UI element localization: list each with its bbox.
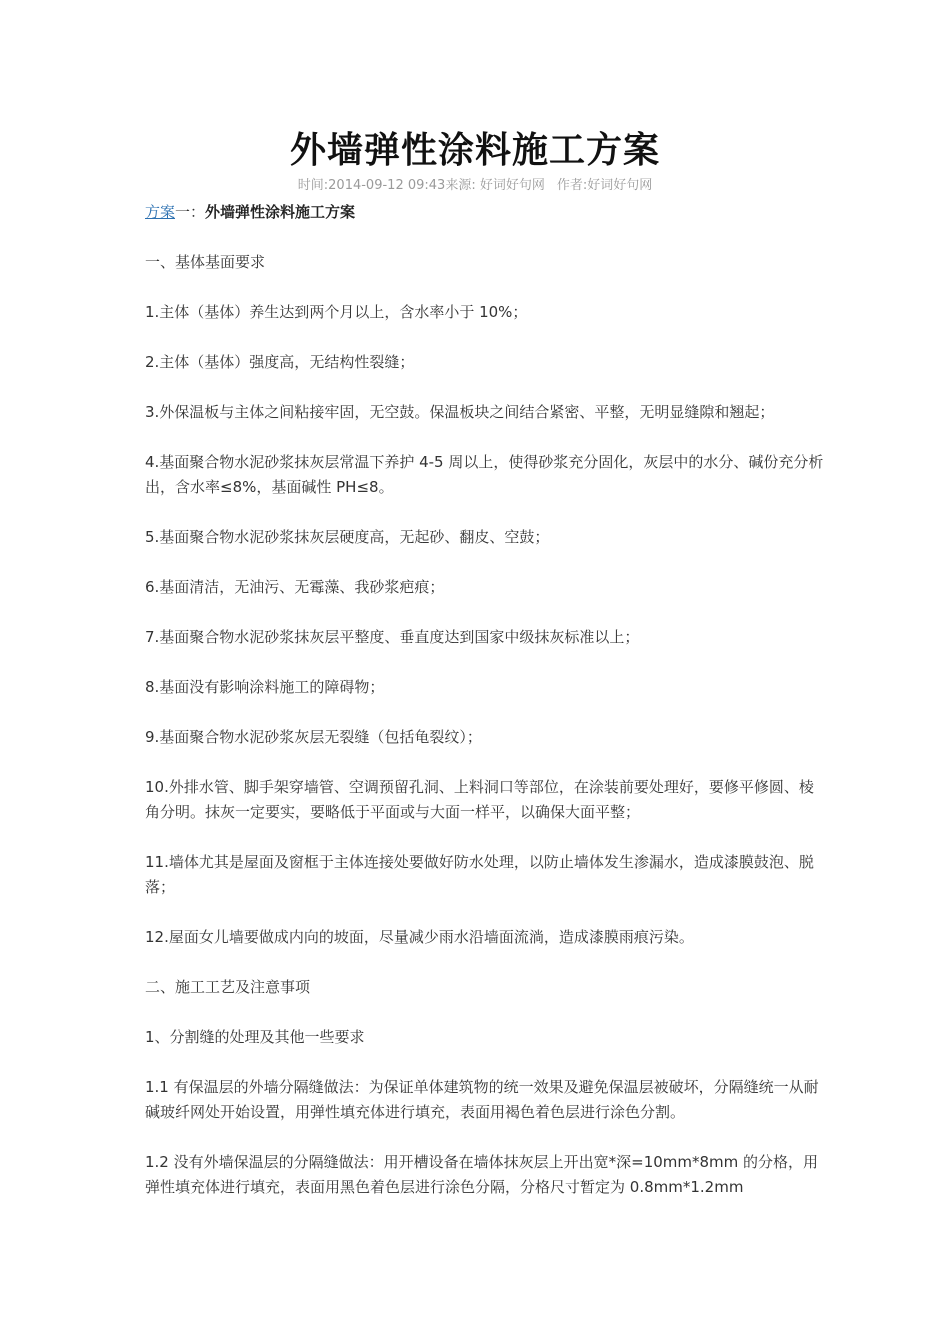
paragraph: 5.基面聚合物水泥砂浆抹灰层硬度高，无起砂、翻皮、空鼓；: [145, 528, 550, 546]
heading-title: 外墙弹性涂料施工方案: [205, 203, 356, 221]
paragraph: 1、分割缝的处理及其他一些要求: [145, 1028, 365, 1046]
heading-prefix: 一：: [175, 203, 206, 221]
paragraph: 2.主体（基体）强度高，无结构性裂缝；: [145, 353, 415, 371]
page-title: 外墙弹性涂料施工方案: [289, 129, 660, 171]
article-heading: [145, 200, 825, 225]
paragraph: 8.基面没有影响涂料施工的障碍物；: [145, 678, 385, 696]
paragraph: 11.墙体尤其是屋面及窗框于主体连接处要做好防水处理，以防止墙体发生渗漏水，造成漆膜鼓泡、脱落；: [145, 853, 814, 896]
paragraph: 4.基面聚合物水泥砂浆抹灰层常温下养护 4-5 周以上，使得砂浆充分固化，灰层中的水分、碱份充分析出，含水率≤8%，基面碱性 PH≤8。: [145, 453, 824, 496]
paragraph: 二、施工工艺及注意事项: [145, 978, 311, 996]
paragraph: 1.主体（基体）养生达到两个月以上，含水率小于 10%；: [145, 303, 528, 321]
article-meta: [0, 177, 950, 195]
publish-time: 时间:2014-09-12 09:43: [297, 178, 446, 193]
paragraph: 3.外保温板与主体之间粘接牢固，无空鼓。保温板块之间结合紧密、平整，无明显缝隙和翘起；: [145, 403, 775, 421]
paragraph: 一、基体基面要求: [145, 253, 266, 271]
article-source: 来源: 好词好句网: [445, 178, 545, 193]
paragraph: 12.屋面女儿墙要做成内向的坡面，尽量减少雨水沿墙面流淌，造成漆膜雨痕污染。: [145, 928, 694, 946]
paragraph: 6.基面清洁，无油污、无霉藻、我砂浆疤痕；: [145, 578, 445, 596]
paragraph: 9.基面聚合物水泥砂浆灰层无裂缝（包括龟裂纹）；: [145, 728, 482, 746]
article-body: [145, 200, 825, 1225]
paragraph: 1.1 有保温层的外墙分隔缝做法：为保证单体建筑物的统一效果及避免保温层被破坏，分隔缝统一从耐碱玻纤网处开始设置，用弹性填充体进行填充，表面用褐色着色层进行涂色分割。: [145, 1078, 819, 1121]
paragraph: 10.外排水管、脚手架穿墙管、空调预留孔洞、上料洞口等部位，在涂装前要处理好，要修平修圆、棱角分明。抹灰一定要实，要略低于平面或与大面一样平，以确保大面平整；: [145, 778, 814, 821]
paragraph: 7.基面聚合物水泥砂浆抹灰层平整度、垂直度达到国家中级抹灰标准以上；: [145, 628, 640, 646]
article-author: 作者:好词好句网: [556, 178, 653, 193]
scheme-link[interactable]: 方案: [145, 203, 176, 221]
paragraph: 1.2 没有外墙保温层的分隔缝做法：用开槽设备在墙体抹灰层上开出宽*深=10mm*8mm 的分格，用弹性填充体进行填充，表面用黑色着色层进行涂色分隔，分格尺寸暂定为 0.8mm*1.2mm: [145, 1153, 819, 1196]
